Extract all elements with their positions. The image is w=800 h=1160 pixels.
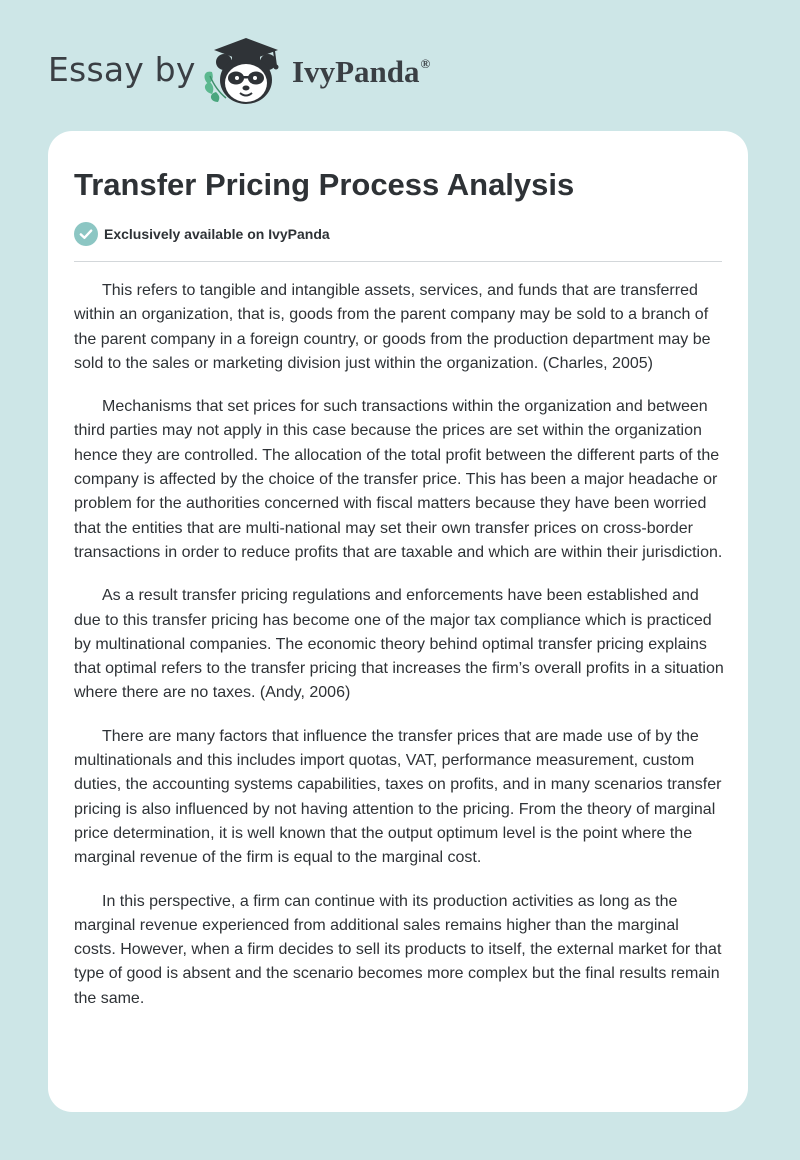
paragraph-5: In this perspective, a firm can continue with its production activities as long as the marginal revenue experienced from additional sales remains higher than the marginal costs. However, when a firm decides to sell its products to itself, the external market for that type of good is absent and the scenario becomes more complex but the final results remain the same.	[74, 892, 722, 1007]
paragraph-3: As a result transfer pricing regulations and enforcements have been established and due to this transfer pricing has become one of the major tax compliance which is practiced by multinational companies. The economic theory behind optimal transfer pricing explains that optimal refers to the transfer pricing that increases the firm’s overall profits in a situation where there are no taxes. (Andy, 2006)	[74, 587, 724, 702]
check-circle-icon	[74, 222, 98, 246]
essay-body	[74, 279, 724, 1030]
exclusive-label: Exclusively available on IvyPanda	[104, 226, 330, 242]
paragraph-1: This refers to tangible and intangible assets, services, and funds that are transferred within an organization, that is, goods from the parent company may be sold to a branch of the parent company in a foreign country, or goods from the production department may be sold to the sales or marketing division just within the organization. (Charles, 2005)	[74, 282, 711, 372]
paragraph-4: There are many factors that influence the transfer prices that are made use of by the multinationals and this includes import quotas, VAT, performance measurement, custom duties, the accounting systems capabilities, taxes on profits, and in many scenarios transfer pricing is also influenced by not having attention to the pricing. From the theory of marginal price determination, it is well known that the output optimum level is the point where the marginal revenue of the firm is equal to the marginal cost.	[74, 727, 722, 867]
paragraph-2: Mechanisms that set prices for such transactions within the organization and between third parties may not apply in this case because the prices are set within the organization hence they are controlled. The allocation of the total profit between the different parts of the company is affected by the choice of the transfer price. This has been a major headache or problem for the authorities concerned with fiscal matters because they have been worried that the entities that are multi-national may set their own transfer prices on cross-border transactions in order to reduce profits that are taxable and which are within their jurisdiction.	[74, 398, 723, 561]
essay-card	[48, 131, 748, 1112]
exclusive-badge	[74, 222, 330, 246]
divider	[74, 261, 722, 262]
site-header	[0, 0, 800, 130]
registered-mark: ®	[420, 56, 431, 71]
page-title: Transfer Pricing Process Analysis	[74, 167, 575, 202]
brand-label: IvyPanda	[292, 54, 420, 89]
brand-name[interactable]	[292, 54, 430, 90]
essay-by-label: Essay by	[48, 50, 196, 89]
panda-graduate-icon[interactable]	[198, 32, 294, 110]
